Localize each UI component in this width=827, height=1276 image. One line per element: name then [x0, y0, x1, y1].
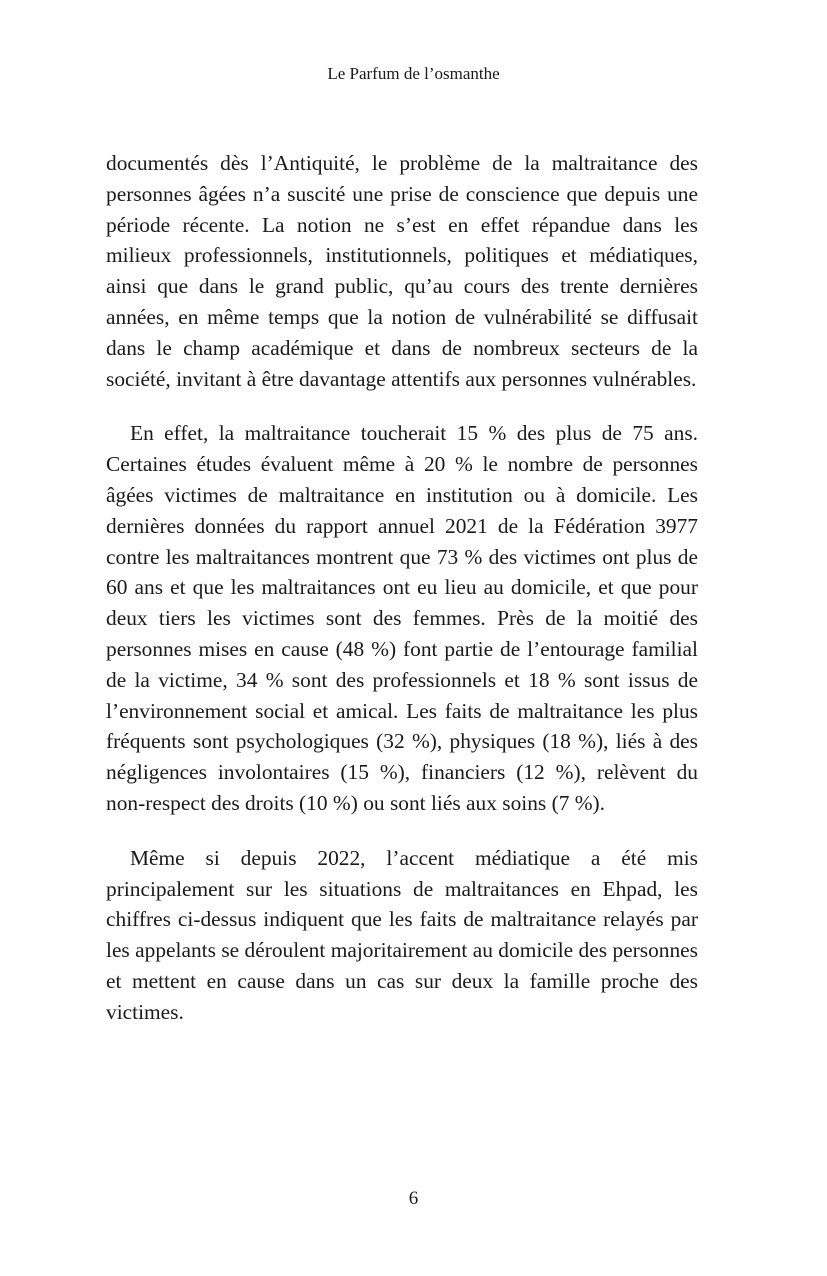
paragraph-2: En effet, la maltraitance toucherait 15 % des plus de 75 ans. Certaines études évaluent même à 20 % le nombre de personnes âgées victimes de maltraitance en institution ou à domicile. Les dernières données du rapport annuel 2021 de la Fédération 3977 contre les maltraitances montrent que 73 % des victimes ont plus de 60 ans et que les maltraitances ont eu lieu au domicile, et que pour deux tiers les victimes sont des femmes. Près de la moitié des personnes mises en cause (48 %) font partie de l’entourage familial de la victime, 34 % sont des professionnels et 18 % sont issus de l’environnement social et amical. Les faits de maltraitance les plus fréquents sont psychologiques (32 %), physiques (18 %), liés à des négligences involontaires (15 %), financiers (12 %), relèvent du non-respect des droits (10 %) ou sont liés aux soins (7 %).	[106, 421, 698, 815]
running-header: Le Parfum de l’osmanthe	[327, 64, 500, 83]
paragraph-3: Même si depuis 2022, l’accent médiatique a été mis principalement sur les situations de maltraitances en Ehpad, les chiffres ci-dessus indiquent que les faits de maltraitance relayés par les appelants se déroulent majoritairement au domicile des personnes et mettent en cause dans un cas sur deux la famille proche des victimes.	[106, 845, 698, 1024]
paragraph-1: documentés dès l’Antiquité, le problème de la maltraitance des personnes âgées n’a suscité une prise de conscience que depuis une période récente. La notion ne s’est en effet répandue dans les milieux professionnels, institutionnels, politiques et médiatiques, ainsi que dans le grand public, qu’au cours des trente dernières années, en même temps que la notion de vulnérabilité se diffusait dans le champ académique et dans de nombreux secteurs de la société, invitant à être davantage attentifs aux personnes vulnérables.	[106, 151, 698, 391]
body-text	[106, 148, 698, 1028]
page-number: 6	[408, 1188, 419, 1209]
